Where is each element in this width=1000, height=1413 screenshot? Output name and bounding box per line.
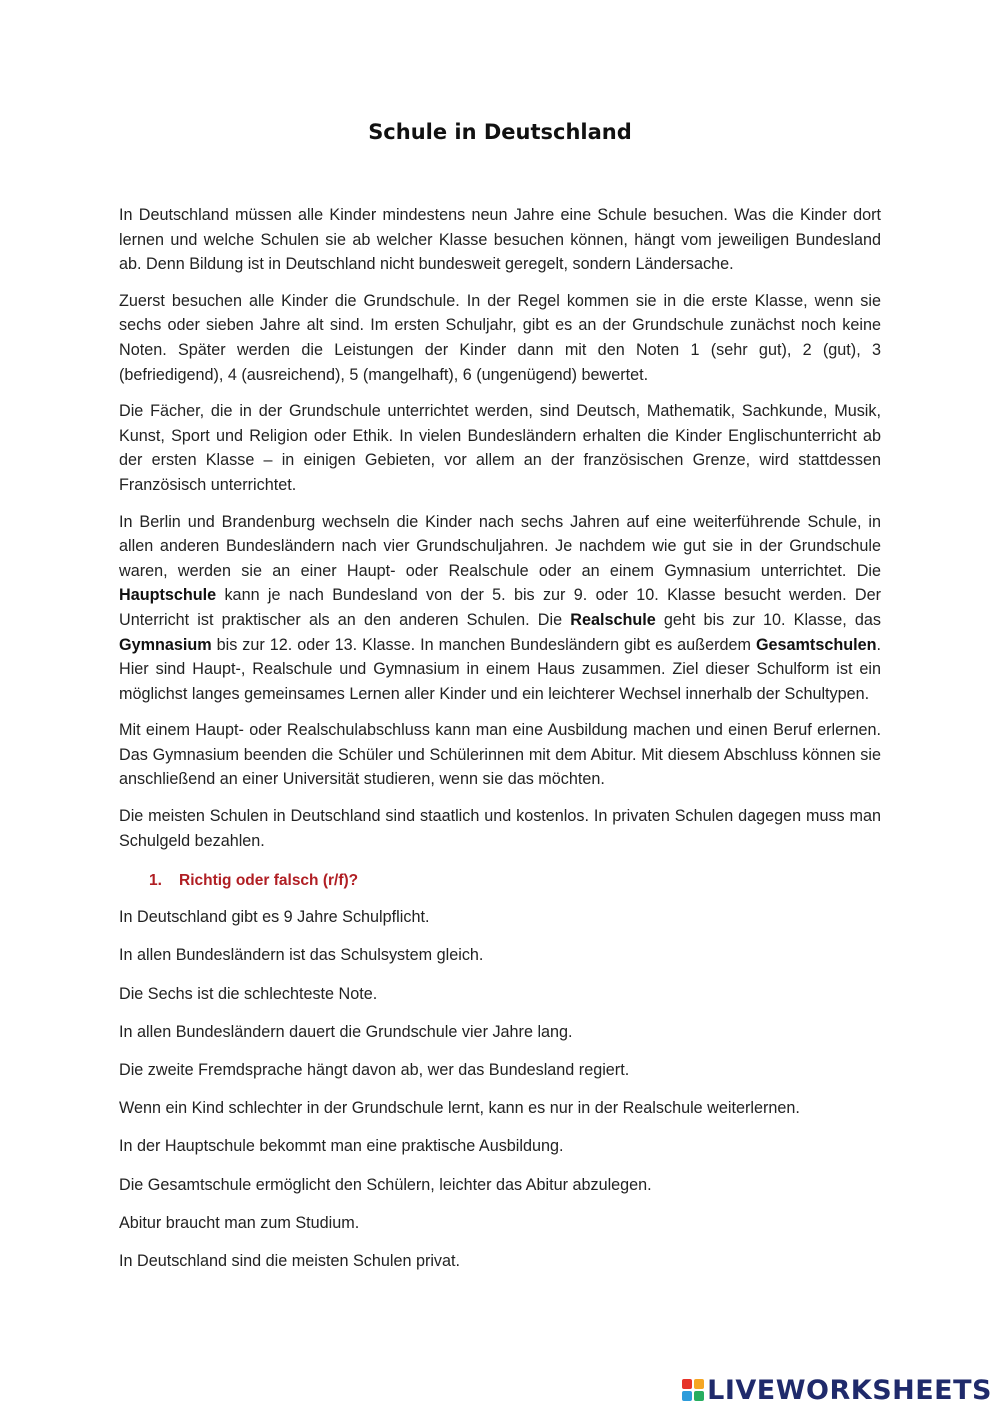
paragraph [119,203,881,277]
statement-item: Wenn ein Kind schlechter in der Grundschule lernt, kann es nur in der Realschule weiterlernen. [119,1099,800,1118]
statement-item: Die Sechs ist die schlechteste Note. [119,984,378,1003]
exercise-number: 1. [149,872,162,890]
text-run: Zuerst besuchen alle Kinder die Grundschule. In der Regel kommen sie in die erste Klasse, wenn sie sechs oder sieben Jahre alt sind. Im ersten Schuljahr, gibt es an der Grundschule zunächst noch keine Noten. Später werden die Leistungen der Kinder dann mit den Noten 1 (sehr gut), 2 (gut), 3 (befriedigend), 4 (ausreichend), 5 (mangelhaft), 6 (ungenügend) bewertet. [119,291,881,384]
text-run: In Deutschland müssen alle Kinder mindestens neun Jahre eine Schule besuchen. Was die Kinder dort lernen und welche Schulen sie ab welcher Klasse besuchen können, hängt vom jeweiligen Bundesland ab. Denn Bildung ist in Deutschland nicht bundesweit geregelt, sondern Ländersache. [119,206,881,274]
document-body [119,203,881,1287]
text-run: bis zur 12. oder 13. Klasse. In manchen Bundesländern gibt es außerdem [211,635,756,654]
reading-text [119,203,881,853]
statement-item: In allen Bundesländern ist das Schulsystem gleich. [119,946,484,965]
exercise-title: Richtig oder falsch (r/f)? [179,872,359,890]
page-title: Schule in Deutschland [368,120,632,144]
text-run: kann je nach Bundesland von der 5. bis zur 9. oder 10. Klasse besucht werden. Der Unterricht ist praktischer als an den anderen Schulen. Die [119,586,881,629]
statement-item: Die zweite Fremdsprache hängt davon ab, wer das Bundesland regiert. [119,1061,630,1079]
text-run: Die meisten Schulen in Deutschland sind staatlich und kostenlos. In privaten Schulen dagegen muss man Schulgeld bezahlen. [119,807,881,850]
logo-block [694,1391,704,1401]
logo-blocks-icon [682,1379,704,1401]
statement-item: In Deutschland sind die meisten Schulen privat. [119,1251,461,1270]
text-run: Mit einem Haupt- oder Realschulabschluss kann man eine Ausbildung machen und einen Beruf erlernen. Das Gymnasium beenden die Schüler und Schülerinnen mit dem Abitur. Mit diesem Abschluss können sie anschließend an einer Universität studieren, wenn sie das möchten. [119,721,881,789]
bold-term: Realschule [570,610,656,629]
statement-list [119,905,881,1273]
logo-block [682,1379,692,1389]
bold-term: Gesamtschulen [755,635,877,654]
paragraph [119,510,881,707]
logo-block [694,1379,704,1389]
paragraph [119,399,881,497]
statement-item: In Deutschland gibt es 9 Jahre Schulpflicht. [119,908,430,927]
logo-block [682,1391,692,1401]
paragraph [119,718,881,792]
paragraph [119,289,881,387]
statement-item: Abitur braucht man zum Studium. [119,1213,360,1232]
liveworksheets-logo [682,1373,992,1407]
text-run: . Hier sind Haupt-, Realschule und Gymnasium in einem Haus zusammen. Ziel dieser Schulform ist ein möglichst langes gemeinsames Lernen aller Kinder und ein leichterer Wechsel innerhalb der Schultypen. [119,635,881,703]
statement-item: Die Gesamtschule ermöglicht den Schülern, leichter das Abitur abzulegen. [119,1175,652,1194]
statement-item: In der Hauptschule bekommt man eine praktische Ausbildung. [119,1137,564,1156]
statement-item: In allen Bundesländern dauert die Grundschule vier Jahre lang. [119,1022,573,1041]
text-run: Die Fächer, die in der Grundschule unterrichtet werden, sind Deutsch, Mathematik, Sachkunde, Musik, Kunst, Sport und Religion oder Ethik. In vielen Bundesländern erhalten die Kinder Englischunterricht ab der ersten Klasse – in einigen Gebieten, vor allem an der französischen Grenze, wird stattdessen Französisch unterrichtet. [119,402,881,494]
bold-term: Gymnasium [119,635,212,654]
text-run: geht bis zur 10. Klasse, das [655,610,881,629]
text-run: In Berlin und Brandenburg wechseln die Kinder nach sechs Jahren auf eine weiterführende Schule, in allen anderen Bundesländern nach vier Grundschuljahren. Je nachdem wie gut sie in der Grundschule waren, werden sie an einer Haupt- oder Realschule oder an einem Gymnasium unterrichtet. Die [119,512,881,580]
paragraph [119,804,881,853]
exercise-heading [149,869,881,893]
logo-text: LIVEWORKSHEETS [707,1374,992,1406]
bold-term: Hauptschule [119,586,217,605]
